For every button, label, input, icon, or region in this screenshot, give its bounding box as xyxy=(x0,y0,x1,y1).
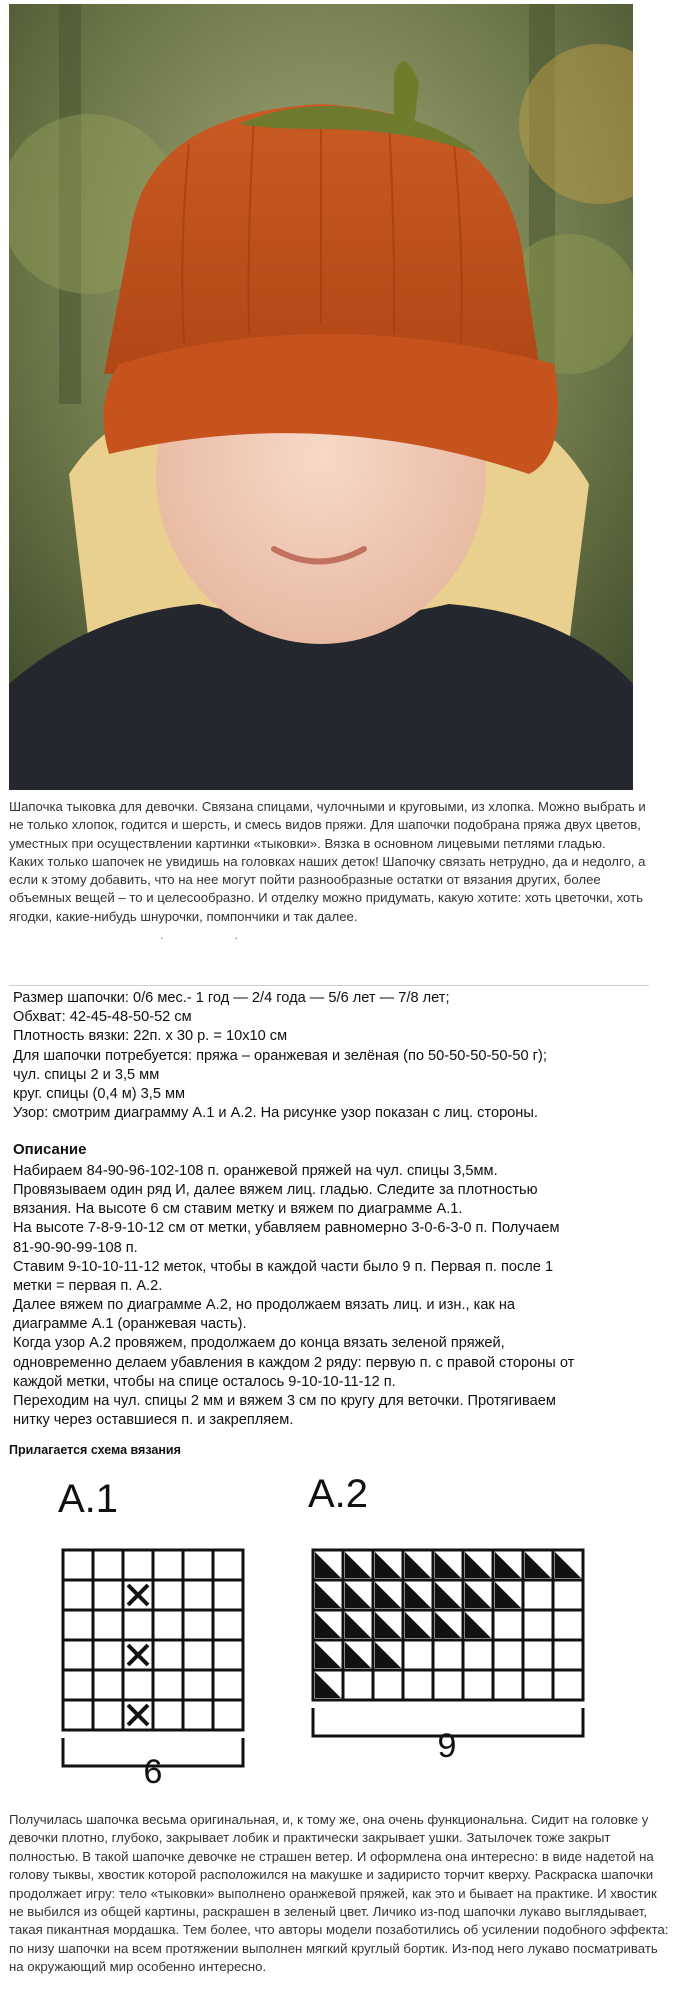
intro-paragraph-2: Каких только шапочек не увидишь на головках наших деток! Шапочку связать нетрудно, да и недолго, а если к этому добавить, что на нее могут пойти разнообразные остатки от вязания других, более объемных вещей – то и целесообразно. И отделку можно придумать, какую хотите: хоть цветочки, хоть ягодки, какие-нибудь шнурочки, помпончики и так далее. xyxy=(9,853,646,924)
chart-cell xyxy=(213,1670,243,1700)
chart-cell xyxy=(93,1640,123,1670)
chart-cell xyxy=(63,1550,93,1580)
chart-cell xyxy=(183,1550,213,1580)
chart-cell xyxy=(153,1610,183,1640)
spec-line: Плотность вязки: 22п. х 30 р. = 10х10 см xyxy=(13,1028,288,1045)
diagram-a1-grid xyxy=(63,1550,243,1766)
chart-cell xyxy=(343,1670,373,1700)
description-line: 81-90-90-99-108 п. xyxy=(13,1239,138,1256)
chart-cell xyxy=(93,1670,123,1700)
description-line: Набираем 84-90-96-102-108 п. оранжевой пряжей на чул. спицы 3,5мм. xyxy=(13,1163,498,1179)
child-in-pumpkin-hat-illustration xyxy=(9,4,633,790)
separator-dots: . . xyxy=(160,928,273,942)
chart-cell xyxy=(123,1610,153,1640)
chart-cell xyxy=(153,1670,183,1700)
chart-cell xyxy=(183,1640,213,1670)
knitting-diagrams xyxy=(0,1465,680,1805)
outro-paragraph: Получилась шапочка весьма оригинальная, и, к тому же, она очень функциональна. Сидит на головке у девочки плотно, глубоко, закрывает лобик и практически закрывает ушки. Затылочек тоже закрыт полностью. В такой шапочке девочке не страшен ветер. И оформлена она интересно: в виде надетой на голову тыквы, хвостик которой расположился на макушке и задиристо торчит кверху. Раскраска шапочки продолжает игру: тело «тыковки» выполнено оранжевой пряжей, как это и бывает на практике. И хвостик не выбился из общей картины, раскрашен в зеленый цвет. Личико из-под шапочки лукаво выглядывает, такая пикантная мордашка. Тем более, что авторы модели позаботились об усилении подобного эффекта: по низу шапочки на всем протяжении выполнен мягкий круглый бортик. Из-под него лукаво посматривать на окружающий мир особенно интересно. xyxy=(9,1812,669,1975)
chart-cell xyxy=(523,1640,553,1670)
scheme-title: Прилагается схема вязания xyxy=(9,1443,181,1457)
chart-cell xyxy=(63,1580,93,1610)
spec-line: Размер шапочки: 0/6 мес.- 1 год — 2/4 года — 5/6 лет — 7/8 лет; xyxy=(13,990,450,1006)
chart-cell xyxy=(523,1610,553,1640)
description-line: Переходим на чул. спицы 2 мм и вяжем 3 см по кругу для веточки. Протягиваем xyxy=(13,1392,556,1409)
intro-text xyxy=(9,798,659,926)
chart-cell xyxy=(493,1640,523,1670)
chart-cell xyxy=(183,1670,213,1700)
chart-cell xyxy=(213,1640,243,1670)
description-line: одновременно делаем убавления в каждом 2 ряду: первую п. с правой стороны от xyxy=(13,1354,575,1371)
chart-cell xyxy=(183,1610,213,1640)
intro-paragraph-1: Шапочка тыковка для девочки. Связана спицами, чулочными и круговыми, из хлопка. Можно выбрать и не только хлопок, годится и шерсть, и смесь видов пряжи. Для шапочки подобрана пряжа двух цветов, уместных при осуществлении картинки «тыковки». Вязка в основном лицевыми петлями гладью. xyxy=(9,799,646,851)
spec-line: Узор: смотрим диаграмму А.1 и А.2. На рисунке узор показан с лиц. стороны. xyxy=(13,1105,538,1122)
chart-cell xyxy=(433,1640,463,1670)
spec-line: Для шапочки потребуется: пряжа – оранжевая и зелёная (по 50-50-50-50-50 г); xyxy=(13,1047,547,1064)
chart-cell xyxy=(553,1640,583,1670)
chart-cell xyxy=(553,1580,583,1610)
pumpkin-hat-photo xyxy=(9,4,633,790)
chart-cell xyxy=(553,1670,583,1700)
chart-cell xyxy=(123,1550,153,1580)
chart-cell xyxy=(153,1700,183,1730)
description-block xyxy=(13,1162,653,1430)
chart-cell xyxy=(523,1670,553,1700)
chart-cell xyxy=(183,1700,213,1730)
chart-cell xyxy=(373,1670,403,1700)
description-line: На высоте 7-8-9-10-12 см от метки, убавляем равномерно 3-0-6-3-0 п. Получаем xyxy=(13,1220,560,1237)
spec-line: чул. спицы 2 и 3,5 мм xyxy=(13,1066,160,1083)
diagram-a2-label: А.2 xyxy=(308,1472,369,1516)
description-line: вязания. На высоте 6 см ставим метку и вяжем по диаграмме А.1. xyxy=(13,1201,463,1218)
chart-cell xyxy=(213,1610,243,1640)
chart-cell xyxy=(63,1610,93,1640)
description-line: диаграмме А.1 (оранжевая часть). xyxy=(13,1316,247,1333)
specs-block xyxy=(13,989,653,1123)
chart-cell xyxy=(93,1700,123,1730)
chart-cell xyxy=(123,1670,153,1700)
chart-cell xyxy=(523,1580,553,1610)
chart-cell xyxy=(213,1700,243,1730)
chart-cell xyxy=(463,1640,493,1670)
diagram-a2-width-label: 9 xyxy=(437,1727,457,1765)
description-title: Описание xyxy=(13,1141,87,1158)
chart-cell xyxy=(183,1580,213,1610)
chart-cell xyxy=(433,1670,463,1700)
diagram-a2-grid xyxy=(313,1550,583,1736)
chart-cell xyxy=(463,1670,493,1700)
chart-cell xyxy=(493,1670,523,1700)
description-line: Ставим 9-10-10-11-12 меток, чтобы в каждой части было 9 п. Первая п. после 1 xyxy=(13,1258,554,1275)
description-line: Далее вяжем по диаграмме А.2, но продолжаем вязать лиц. и изн., как на xyxy=(13,1297,516,1314)
description-line: метки = первая п. А.2. xyxy=(13,1277,163,1294)
chart-cell xyxy=(153,1550,183,1580)
chart-cell xyxy=(553,1610,583,1640)
chart-cell xyxy=(153,1580,183,1610)
description-line: Когда узор А.2 провяжем, продолжаем до конца вязать зеленой пряжей, xyxy=(13,1335,505,1352)
diagram-a1-label: А.1 xyxy=(58,1477,119,1521)
knitting-chart-svg xyxy=(0,1465,680,1805)
outro-text xyxy=(9,1811,669,1977)
chart-cell xyxy=(403,1670,433,1700)
description-line: нитку через оставшиеся п. и закрепляем. xyxy=(13,1412,294,1429)
chart-cell xyxy=(63,1640,93,1670)
spec-line: круг. спицы (0,4 м) 3,5 мм xyxy=(13,1086,186,1103)
chart-cell xyxy=(63,1700,93,1730)
chart-cell xyxy=(63,1670,93,1700)
chart-cell xyxy=(213,1580,243,1610)
divider-line xyxy=(9,985,649,986)
chart-cell xyxy=(93,1550,123,1580)
chart-cell xyxy=(213,1550,243,1580)
chart-cell xyxy=(493,1610,523,1640)
spec-line: Обхват: 42-45-48-50-52 см xyxy=(13,1009,192,1026)
diagram-a1-width-label: 6 xyxy=(143,1753,163,1791)
chart-cell xyxy=(93,1580,123,1610)
description-line: Провязываем один ряд И, далее вяжем лиц. гладью. Следите за плотностью xyxy=(13,1182,538,1199)
chart-cell xyxy=(153,1640,183,1670)
description-line: каждой метки, чтобы на спице осталось 9-10-10-11-12 п. xyxy=(13,1373,396,1390)
chart-cell xyxy=(403,1640,433,1670)
chart-cell xyxy=(93,1610,123,1640)
